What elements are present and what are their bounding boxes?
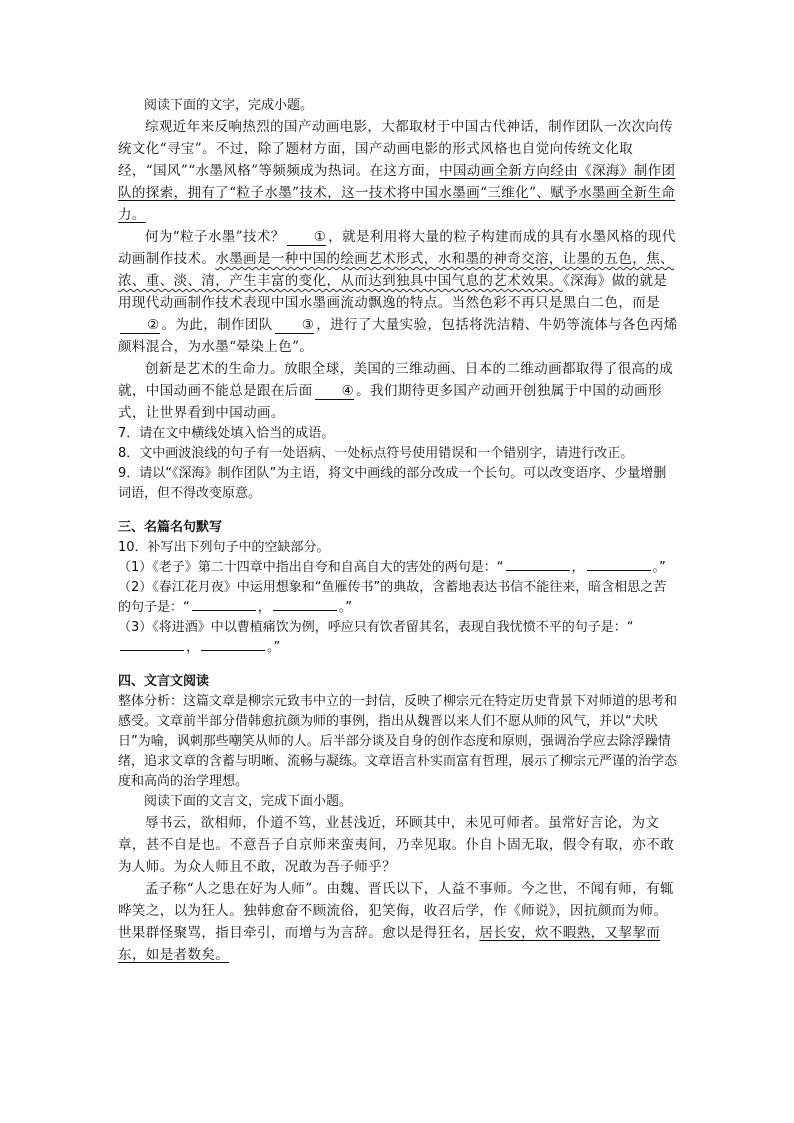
reading-instruction: 阅读下面的文字，完成小题。: [144, 98, 314, 113]
question-9: 9．请以“《深海》制作团队”为主语，将文中画线的部分改成一个长句。可以改变语序、少量增删词语，但不得改变原意。: [118, 466, 667, 501]
blank-3: ③: [275, 317, 315, 334]
answer-blank: [120, 650, 184, 651]
question-8: 8．文中画波浪线的句子有一处语病、一处标点符号使用错误和一个错别字，请进行改正。: [118, 446, 634, 461]
answer-blank: [201, 650, 265, 651]
classical-paragraph-2: 孟子称“人之患在好为人师”。由魏、晋氏以下，人益不事师。今之世，不闻有师，有辄哗笑之，以为狂人。独韩愈奋不顾流俗，犯笑侮，收召后学，作《师说》，因抗颜而为师。世果群怪聚骂，指目牵引，而增与为言辞。愈以是得狂名，居长安，炊不暇熟，又挈挈而东，如是者数矣。: [118, 881, 674, 963]
section-4-title: 四、文言文阅读: [118, 674, 210, 689]
answer-blank: [192, 610, 256, 611]
dictation-item-1: （1）《老子》第二十四章中指出自夸和自高自大的害处的两句是：“ ， 。”: [118, 560, 666, 575]
blank-2: ②: [120, 317, 160, 334]
underlined-sentence: 居长安，炊不暇熟，又挈挈而东，如是者数矣。: [118, 925, 661, 963]
question-10: 10．补写出下列句子中的空缺部分。: [118, 540, 330, 555]
blank-1: ①: [287, 229, 327, 246]
dictation-item-3: （3）《将进酒》中以曹植痛饮为例，呼应只有饮者留其名，表现自我忧愤不平的句子是：“， 。”: [118, 620, 634, 655]
underlined-sentence: 中国动画全新方向经由《深海》制作团队的探索，拥有了“粒子水墨”技术，这一技术将中国水墨画“三维化”、赋予水墨画全新生命力。: [118, 163, 676, 223]
blank-4: ④: [315, 383, 355, 400]
classical-instruction: 阅读下面的文言文，完成下面小题。: [144, 794, 353, 809]
reading-paragraph-1: 综观近年来反响热烈的国产动画电影，大都取材于中国古代神话，制作团队一次次向传统文化“寻宝”。不过，除了题材方面，国产动画电影的形式风格也自觉向传统文化取经，“国风”“水墨风格”等频频成为热词。在这方面，中国动画全新方向经由《深海》制作团队的探索，拥有了“粒子水墨”技术，这一技术将中国水墨画“三维化”、赋予水墨画全新生命力。: [118, 119, 676, 223]
wavy-underlined-sentence: 水墨画是一种中国的绘画艺术形式，水和墨的神奇交溶，让墨的五色，焦、浓、重、淡、清，产生丰富的变化，从而达到独具中国气息的艺术效果。: [118, 251, 675, 289]
answer-blank: [506, 570, 570, 571]
document-page: [118, 96, 678, 966]
question-7: 7．请在文中横线处填入恰当的成语。: [118, 426, 335, 441]
answer-blank: [587, 570, 651, 571]
reading-paragraph-3: 创新是艺术的生命力。放眼全球，美国的三维动画、日本的二维动画都取得了很高的成就，中国动画不能总是跟在后面 ④ 。我们期待更多国产动画开创独属于中国的动画形式，让世界看到中国动画。: [118, 361, 674, 421]
overall-analysis: 整体分析：这篇文章是柳宗元致韦中立的一封信，反映了柳宗元在特定历史背景下对师道的思考和感受。文章前半部分借韩愈抗颜为师的事例，指出从魏晋以来人们不愿从师的风气，并以“犬吠日”为喻，讽刺那些嘲笑从师的人。后半部分谈及自身的创作态度和原则，强调治学应去除浮躁情绪，追求文章的含蓄与明晰、流畅与凝练。文章语言朴实而富有哲理，展示了柳宗元严谨的治学态度和高尚的治学理想。: [118, 694, 678, 789]
dictation-item-2: （2）《春江花月夜》中运用想象和“鱼雁传书”的典故，含蓄地表达书信不能往来，暗含相思之苦的句子是：“ ， 。”: [118, 580, 667, 615]
answer-blank: [273, 610, 337, 611]
reading-paragraph-2: 何为“粒子水墨”技术？ ① ，就是利用将大量的粒子构建而成的具有水墨风格的现代动画制作技术。水墨画是一种中国的绘画艺术形式，水和墨的神奇交溶，让墨的五色，焦、浓、重、淡、清，产生丰富的变化，从而达到独具中国气息的艺术效果。《深海》做的就是用现代动画制作技术表现中国水墨画流动飘逸的特点。当然色彩不再只是黑白二色，而是② 。为此，制作团队 ③ ，进行了大量实验，包括将洗洁精、牛奶等流体与各色丙烯颜料混合，为水墨“晕染上色”。: [118, 229, 678, 355]
section-3-title: 三、名篇名句默写: [118, 520, 223, 535]
classical-paragraph-1: 辱书云，欲相师，仆道不笃，业甚浅近，环顾其中，未见可师者。虽常好言论，为文章，甚不自是也。不意吾子自京师来蛮夷间，乃幸见取。仆自卜固无取，假令有取，亦不敢为人师。为众人师且不敢，况敢为吾子师乎？: [118, 815, 674, 875]
